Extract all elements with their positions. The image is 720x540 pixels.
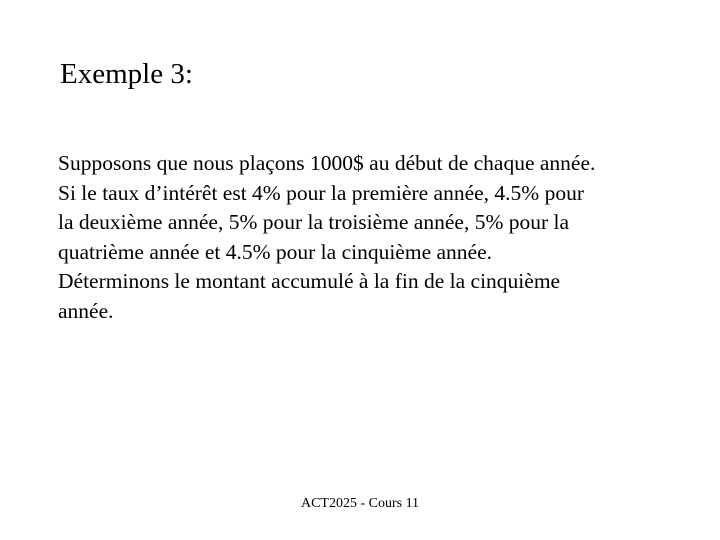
slide-footer: ACT2025 - Cours 11	[300, 496, 420, 511]
body-line: Déterminons le montant accumulé à la fin de la cinquième	[58, 269, 561, 294]
slide-body	[58, 149, 698, 327]
body-line: Supposons que nous plaçons 1000$ au début de chaque année.	[58, 151, 596, 175]
body-line: année.	[58, 298, 114, 323]
slide-title: Exemple 3:	[60, 58, 193, 90]
body-line: Si le taux d’intérêt est 4% pour la première année, 4.5% pour	[58, 180, 584, 205]
body-line: la deuxième année, 5% pour la troisième année, 5% pour la	[58, 210, 570, 235]
body-line: quatrième année et 4.5% pour la cinquième année.	[58, 239, 492, 264]
